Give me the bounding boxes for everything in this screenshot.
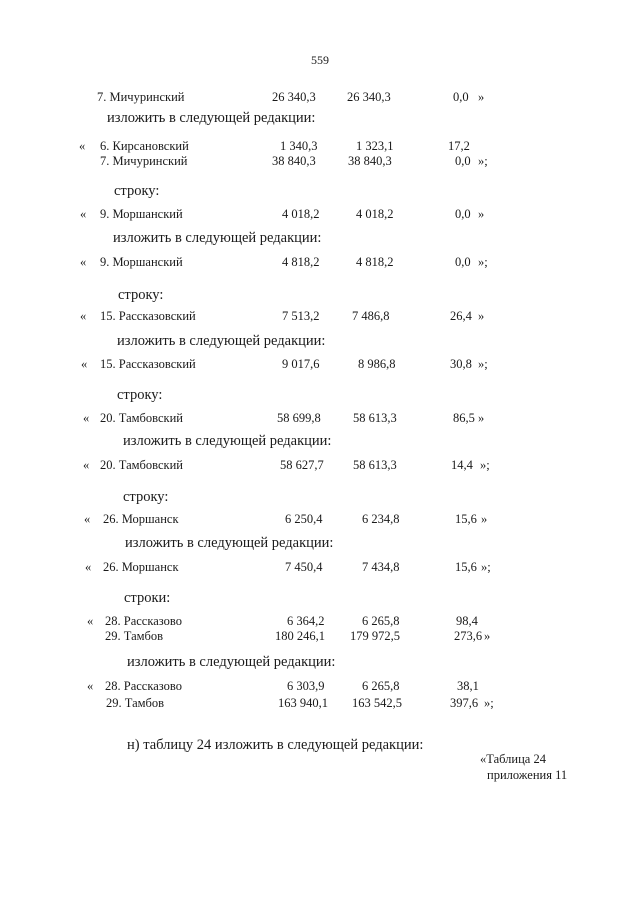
- row-value-1: 4 818,2: [282, 255, 320, 269]
- row-name: 15. Рассказовский: [100, 357, 196, 371]
- table-row: [0, 679, 640, 693]
- row-value-1: 26 340,3: [272, 90, 316, 104]
- table-row: [0, 560, 640, 574]
- row-name: 28. Рассказово: [105, 614, 182, 628]
- row-end-mark: »: [478, 309, 485, 323]
- row-end-mark: »: [478, 207, 485, 221]
- row-end-mark: »;: [480, 458, 490, 472]
- row-quote: «: [83, 411, 90, 425]
- row-end-mark: »;: [484, 696, 494, 710]
- row-end-mark: »;: [481, 560, 491, 574]
- row-value-3: 0,0: [455, 255, 471, 269]
- row-value-2: 6 265,8: [362, 679, 400, 693]
- row-value-1: 6 364,2: [287, 614, 325, 628]
- row-name: 9. Моршанский: [100, 207, 183, 221]
- table-caption-line-1: «Таблица 24: [480, 752, 546, 766]
- heading: строки:: [124, 590, 171, 606]
- row-value-2: 38 840,3: [348, 154, 392, 168]
- table-row: [0, 458, 640, 472]
- table-row: [0, 411, 640, 425]
- row-name: 29. Тамбов: [106, 696, 165, 710]
- heading: строку:: [114, 183, 160, 199]
- paragraph-text: н) таблицу 24 изложить в следующей редакции:: [127, 737, 424, 753]
- row-value-3: 14,4: [451, 458, 473, 472]
- row-value-3: 0,0: [455, 154, 471, 168]
- heading: изложить в следующей редакции:: [125, 535, 334, 551]
- row-name: 26. Моршанск: [103, 560, 179, 574]
- row-value-1: 7 450,4: [285, 560, 323, 574]
- row-value-2: 58 613,3: [353, 411, 397, 425]
- row-value-2: 6 265,8: [362, 614, 400, 628]
- row-value-2: 4 818,2: [356, 255, 394, 269]
- row-value-1: 7 513,2: [282, 309, 320, 323]
- row-value-3: 17,2: [448, 139, 470, 153]
- row-end-mark: »: [481, 512, 488, 526]
- heading: строку:: [118, 287, 164, 303]
- row-end-mark: »: [478, 90, 485, 104]
- table-row: [0, 90, 640, 104]
- row-name: 20. Тамбовский: [100, 411, 183, 425]
- row-quote: «: [84, 512, 91, 526]
- row-value-2: 179 972,5: [350, 629, 400, 643]
- row-quote: «: [87, 614, 94, 628]
- row-name: 7. Мичуринский: [100, 154, 188, 168]
- row-value-3: 98,4: [456, 614, 478, 628]
- row-value-1: 180 246,1: [275, 629, 325, 643]
- row-value-3: 26,4: [450, 309, 472, 323]
- row-value-2: 4 018,2: [356, 207, 394, 221]
- row-value-2: 26 340,3: [347, 90, 391, 104]
- row-value-2: 6 234,8: [362, 512, 400, 526]
- row-value-1: 58 699,8: [277, 411, 321, 425]
- row-value-2: 7 486,8: [352, 309, 390, 323]
- row-quote: «: [80, 207, 87, 221]
- row-name: 6. Кирсановский: [100, 139, 189, 153]
- table-row: [0, 614, 640, 628]
- row-value-2: 163 542,5: [352, 696, 402, 710]
- table-row: [0, 629, 640, 643]
- row-value-1: 163 940,1: [278, 696, 328, 710]
- row-value-1: 6 303,9: [287, 679, 325, 693]
- row-end-mark: »;: [478, 357, 488, 371]
- row-name: 26. Моршанск: [103, 512, 179, 526]
- row-value-1: 38 840,3: [272, 154, 316, 168]
- row-value-3: 15,6: [455, 512, 477, 526]
- row-value-3: 273,6: [454, 629, 483, 643]
- heading: изложить в следующей редакции:: [117, 333, 326, 349]
- row-end-mark: »: [484, 629, 491, 643]
- table-row: [0, 512, 640, 526]
- row-value-3: 397,6: [450, 696, 479, 710]
- page-number: 559: [311, 53, 329, 67]
- row-name: 20. Тамбовский: [100, 458, 183, 472]
- row-value-2: 8 986,8: [358, 357, 396, 371]
- table-caption-line-2: приложения 11: [487, 768, 568, 782]
- row-value-1: 58 627,7: [280, 458, 324, 472]
- table-row: [0, 207, 640, 221]
- row-name: 29. Тамбов: [105, 629, 164, 643]
- row-value-3: 30,8: [450, 357, 472, 371]
- row-value-2: 7 434,8: [362, 560, 400, 574]
- row-value-1: 4 018,2: [282, 207, 320, 221]
- row-quote: «: [80, 255, 87, 269]
- row-value-3: 0,0: [453, 90, 469, 104]
- table-row: [0, 357, 640, 371]
- heading: строку:: [117, 387, 163, 403]
- row-end-mark: »;: [478, 255, 488, 269]
- table-row: [0, 139, 640, 153]
- row-value-1: 6 250,4: [285, 512, 323, 526]
- row-end-mark: »: [478, 411, 485, 425]
- row-value-1: 9 017,6: [282, 357, 320, 371]
- table-row: [0, 154, 640, 168]
- row-quote: «: [87, 679, 94, 693]
- heading: изложить в следующей редакции:: [113, 230, 322, 246]
- table-row: [0, 309, 640, 323]
- heading: изложить в следующей редакции:: [107, 110, 316, 126]
- row-name: 28. Рассказово: [105, 679, 182, 693]
- row-name: 7. Мичуринский: [97, 90, 185, 104]
- table-row: [0, 696, 640, 710]
- row-value-3: 38,1: [457, 679, 479, 693]
- row-quote: «: [80, 309, 87, 323]
- row-value-2: 1 323,1: [356, 139, 394, 153]
- row-value-1: 1 340,3: [280, 139, 318, 153]
- heading: изложить в следующей редакции:: [123, 433, 332, 449]
- row-value-3: 0,0: [455, 207, 471, 221]
- row-quote: «: [81, 357, 88, 371]
- row-value-3: 15,6: [455, 560, 477, 574]
- row-value-3: 86,5: [453, 411, 475, 425]
- row-name: 15. Рассказовский: [100, 309, 196, 323]
- table-row: [0, 255, 640, 269]
- row-quote: «: [85, 560, 92, 574]
- row-name: 9. Моршанский: [100, 255, 183, 269]
- row-end-mark: »;: [478, 154, 488, 168]
- row-quote: «: [83, 458, 90, 472]
- row-value-2: 58 613,3: [353, 458, 397, 472]
- row-quote: «: [79, 139, 86, 153]
- heading: строку:: [123, 489, 169, 505]
- heading: изложить в следующей редакции:: [127, 654, 336, 670]
